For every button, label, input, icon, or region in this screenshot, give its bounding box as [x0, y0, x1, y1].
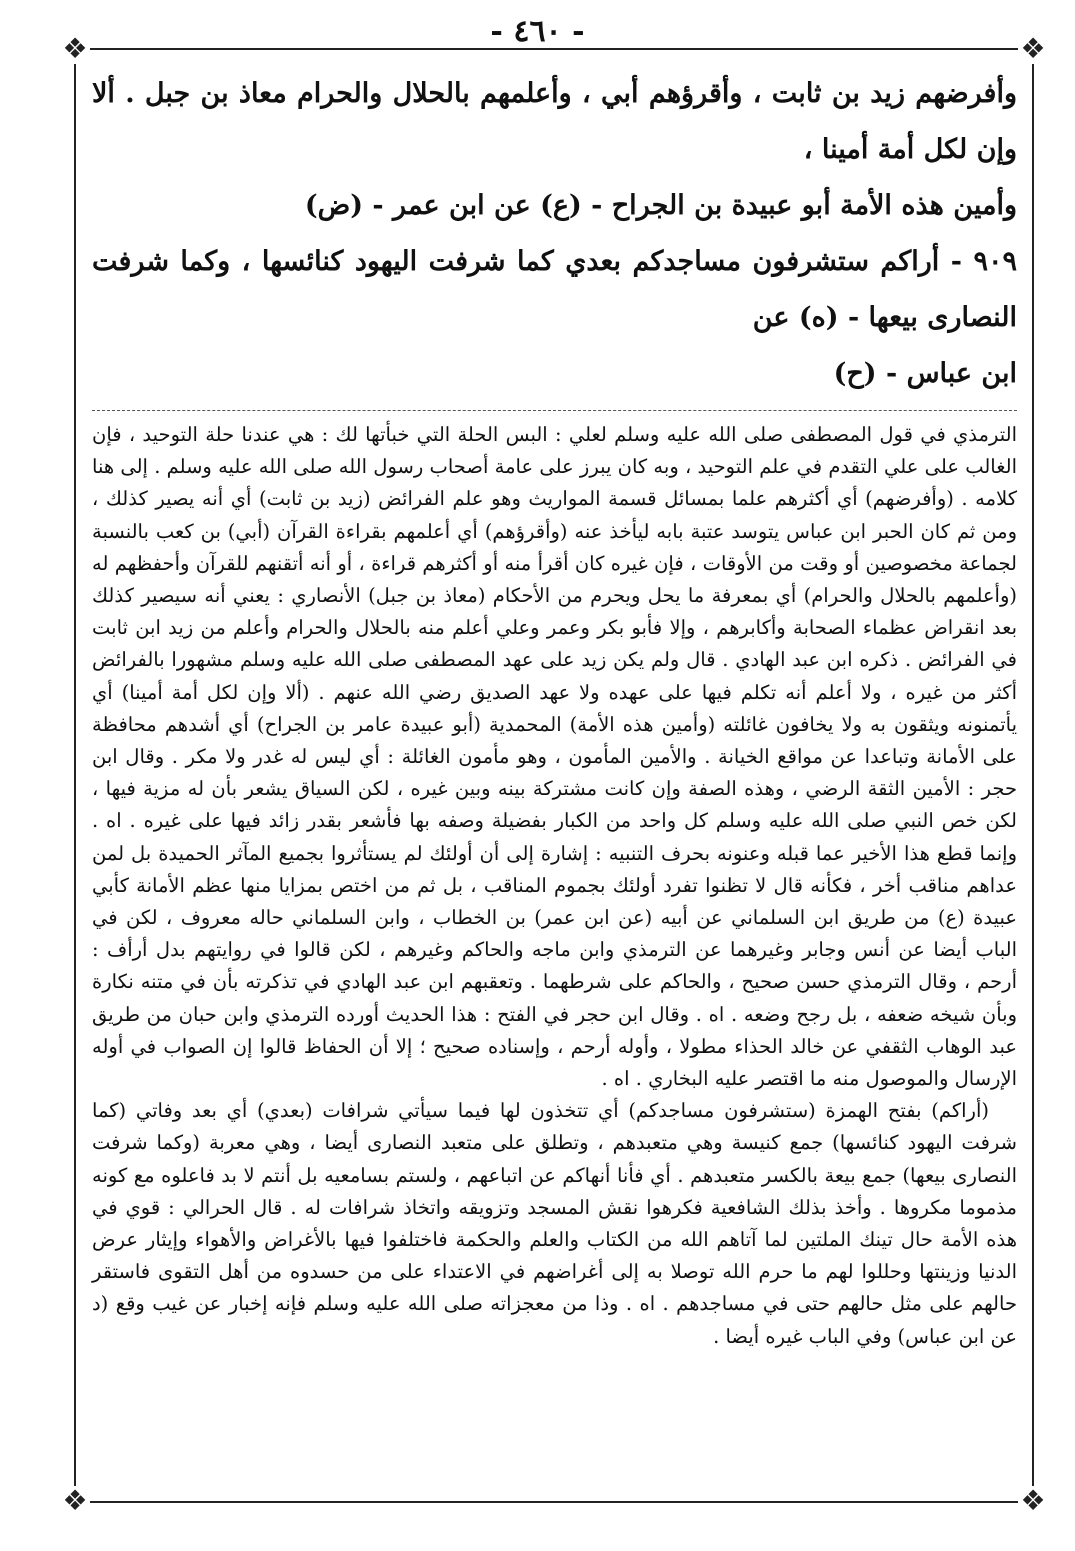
page-number: - ٤٦٠ - — [490, 14, 585, 49]
corner-ornament-icon: ❖ — [60, 34, 90, 64]
hadith-entry-909: ٩٠٩ - أراكم ستشرفون مساجدكم بعدي كما شرفت اليهود كنائسها ، وكما شرفت النصارى بيعها - (ه) عن — [92, 246, 1017, 333]
section-divider — [92, 410, 1017, 411]
hadith-text-block — [92, 66, 1017, 402]
frame-top-border — [60, 48, 1046, 50]
corner-ornament-icon: ❖ — [60, 1486, 90, 1516]
frame-left-border — [74, 48, 76, 1501]
commentary-block — [92, 419, 1017, 1353]
corner-ornament-icon: ❖ — [1018, 1486, 1048, 1516]
frame-bottom-border — [60, 1501, 1046, 1503]
corner-ornament-icon: ❖ — [1018, 34, 1048, 64]
commentary-paragraph: الترمذي في قول المصطفى صلى الله عليه وسلم لعلي : البس الحلة التي خبأتها لك : هي عندنا حلة التوحيد ، فإن الغالب على علي التقدم في علم التوحيد ، وبه كان يبرز على عامة أصحاب رسول الله صلى الله عليه وسلم . إلى هنا كلامه . (وأفرضهم) أي أكثرهم علما بمسائل قسمة المواريث وهو علم الفرائض (زيد بن ثابت) أي أنه يصير كذلك ، ومن ثم كان الحبر ابن عباس يتوسد عتبة بابه ليأخذ عنه (وأقرؤهم) أي أعلمهم بقراءة القرآن (أبي) بن كعب بالنسبة لجماعة مخصوصين أو وقت من الأوقات ، فإن غيره كان أقرأ منه أو أكثرهم قراءة ، أو أنه أتقنهم للقرآن وأحفظهم له (وأعلمهم بالحلال والحرام) أي بمعرفة ما يحل ويحرم من الأحكام (معاذ بن جبل) الأنصاري : يعني أنه سيصير كذلك بعد انقراض عظماء الصحابة وأكابرهم ، وإلا فأبو بكر وعمر وعلي أعلم منه بالحلال والحرام وأعلم من زيد ابن ثابت في الفرائض . ذكره ابن عبد الهادي . قال ولم يكن زيد على عهد المصطفى صلى الله عليه وسلم مشهورا بالفرائض أكثر من غيره ، ولا أعلم أنه تكلم فيها على عهده ولا عهد الصديق رضي الله عنهم . (ألا وإن لكل أمة أمينا) أي يأتمنونه ويثقون به ولا يخافون غائلته (وأمين هذه الأمة) المحمدية (أبو عبيدة عامر بن الجراح) أي أشدهم محافظة على الأمانة وتباعدا عن مواقع الخيانة . والأمين المأمون ، وهو مأمون الغائلة : أي ليس له غدر ولا مكر . وقال ابن حجر : الأمين الثقة الرضي ، وهذه الصفة وإن كانت مشتركة بينه وبين غيره ، لكن السياق يشعر بأن له مزية فيها ، لكن خص النبي صلى الله عليه وسلم كل واحد من الكبار بفضيلة وصفه بها فأشعر بقدر زائد فيها على غيره . اه . وإنما قطع هذا الأخير عما قبله وعنونه بحرف التنبيه : إشارة إلى أن أولئك لم يستأثروا بجميع المآثر الحميدة بل لمن عداهم مناقب أخر ، فكأنه قال لا تظنوا تفرد أولئك بجموم المناقب ، بل ثم من اختص بمزايا منها عظم الأمانة كأبي عبيدة (ع) من طريق ابن السلماني عن أبيه (عن ابن عمر) بن الخطاب ، وابن السلماني حاله معروف ، لكن في الباب أيضا عن أنس وجابر وغيرهما عن الترمذي وابن ماجه والحاكم وغيرهم ، لكن قالوا في روايتهم بدل أرأف : أرحم ، وقال الترمذي حسن صحيح ، والحاكم على شرطهما . وتعقبهم ابن عبد الهادي في تذكرته بأن في متنه نكارة وبأن شيخه ضعفه ، بل رجح وضعه . اه . وقال ابن حجر في الفتح : هذا الحديث أورده الترمذي وابن حبان من طريق عبد الوهاب الثقفي عن خالد الحذاء مطولا ، وأوله أرحم ، وإسناده صحيح ؛ إلا أن الحفاظ قالوا إن الصواب في أوله الإرسال والموصول منه ما اقتصر عليه البخاري . اه . — [92, 423, 1017, 1091]
commentary-paragraph: (أراكم) بفتح الهمزة (ستشرفون مساجدكم) أي تتخذون لها فيما سيأتي شرافات (بعدي) أي بعد وفاتي (كما شرفت اليهود كنائسها) جمع كنيسة وهي متعبدهم ، وتطلق على متعبد النصارى أيضا ، وهي معربة (وكما شرفت النصارى بيعها) جمع بيعة بالكسر متعبدهم . أي فأنا أنهاكم عن اتباعهم ، ولستم بسامعيه بل أنتم لا بد فاعلوه مع كونه مذموما مكروها . وأخذ بذلك الشافعية فكرهوا نقش المسجد وتزويقه واتخاذ شرافات له . قال الحرالي : قوي في هذه الأمة حال تينك الملتين لما آتاهم الله من الكتاب والعلم والحكمة فاختلفوا فيها بالأغراض والأهواء وإيثار عرض الدنيا وزينتها وحللوا لهم ما حرم الله توصلا به إلى أغراضهم في الاعتداء على من حسدوه من أهل التقوى فاستقر حالهم على مثل حالهم حتى في مساجدهم . اه . وذا من معجزاته صلى الله عليه وسلم فإنه إخبار عن غيب وقع (د عن ابن عباس) وفي الباب غيره أيضا . — [92, 1099, 1017, 1348]
page-content — [92, 66, 1017, 1486]
hadith-line: وأفرضهم زيد بن ثابت ، وأقرؤهم أبي ، وأعلمهم بالحلال والحرام معاذ بن جبل . ألا وإن لكل أمة أمينا ، — [92, 78, 1017, 165]
hadith-line: وأمين هذه الأمة أبو عبيدة بن الجراح - (ع) عن ابن عمر - (ض) — [304, 190, 1017, 221]
frame-right-border — [1032, 48, 1034, 1501]
hadith-line: ابن عباس - (ح) — [833, 358, 1017, 389]
